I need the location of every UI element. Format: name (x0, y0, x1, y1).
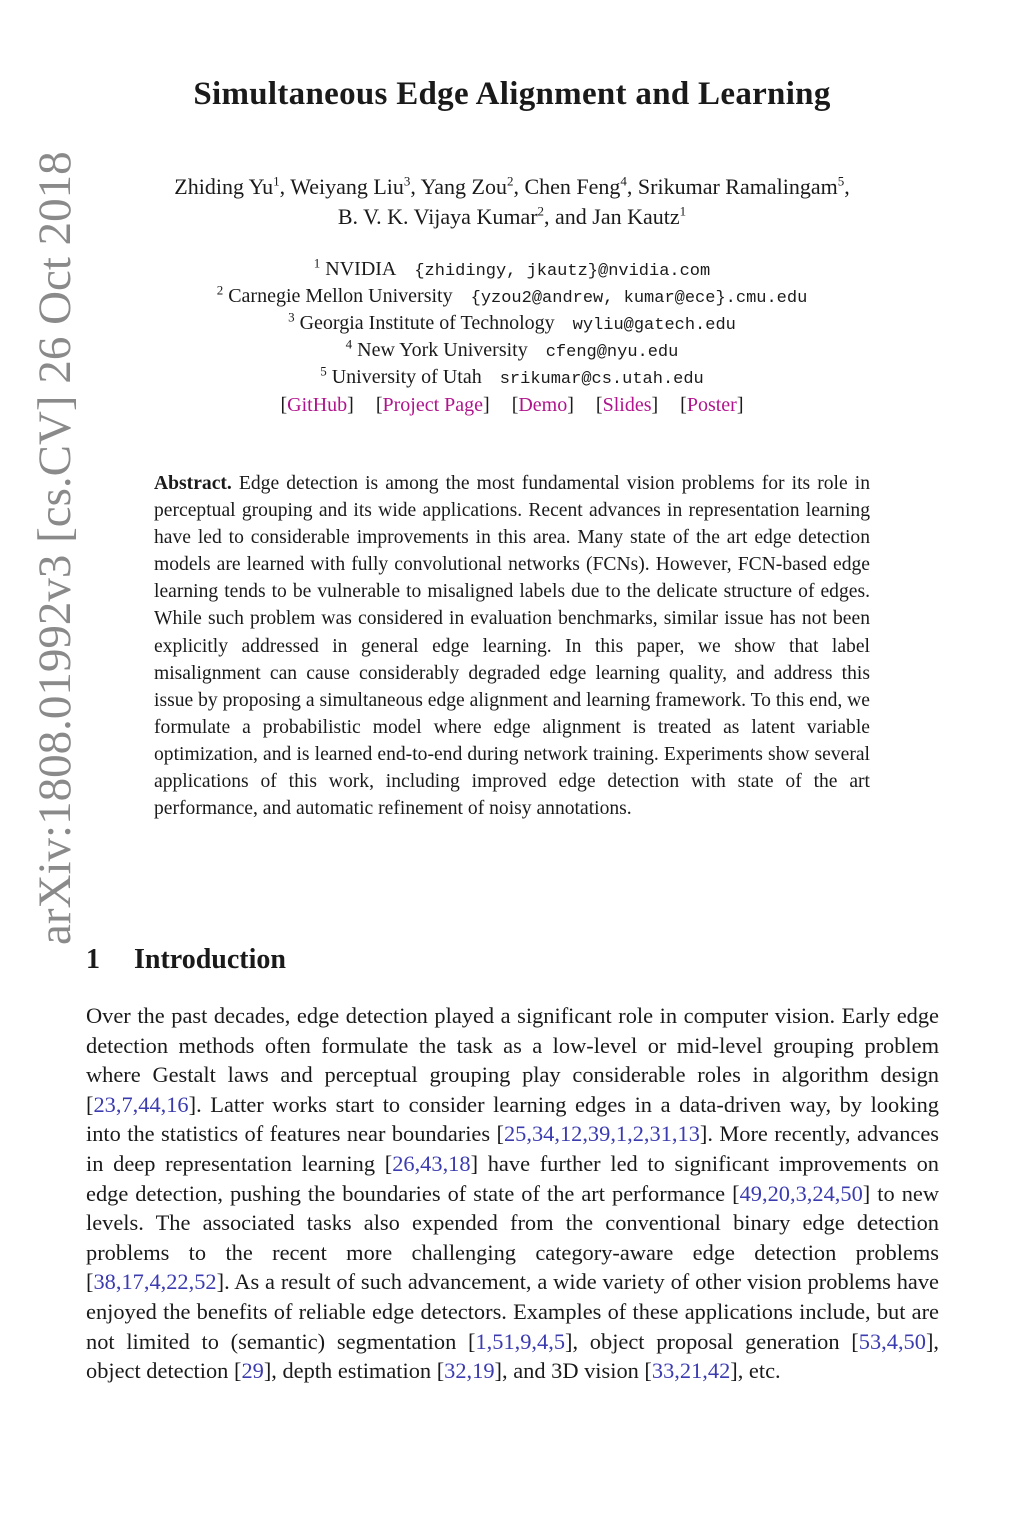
intro-text: Over the past decades, edge detection played a significant role in computer vision. Early edge detection methods often formulate the task as a low-level or mid-level grouping problem where Gestalt laws and perceptual grouping play considerable roles in algorithm design [ (86, 1003, 939, 1117)
intro-text: ] have further led to significant improvements on edge detection, pushing the boundaries of state of the art performance [ (86, 1150, 939, 1206)
citation-link[interactable]: 33,21,42 (651, 1358, 731, 1384)
affiliation-5: $^5$ University of Utah srikumar@cs.utah.edu (320, 363, 704, 389)
project-page-link[interactable]: Project Page (382, 394, 484, 416)
citation-link[interactable]: 1,51,9,4,5 (475, 1328, 566, 1354)
affiliations (60, 256, 964, 419)
section-title: Introduction (134, 944, 286, 975)
author-list (60, 172, 964, 232)
citation-link[interactable]: 53,4,50 (858, 1328, 926, 1354)
affiliation-3: $^3$ Georgia Institute of Technology wyliu@gatech.edu (288, 309, 736, 335)
affiliation-1: $^1$ NVIDIA {zhidingy, jkautz}@nvidia.com (313, 255, 711, 281)
poster-link[interactable]: Poster (686, 394, 737, 416)
citation-link[interactable]: 26,43,18 (392, 1150, 471, 1176)
author: Srikumar Ramalingam$^5$, (637, 173, 850, 199)
author-line-2 (60, 202, 964, 232)
email: cfeng@nyu.edu (545, 343, 679, 362)
abstract-text: Edge detection is among the most fundamental vision problems for its role in perceptual grouping and its wide applications. Recent advances in representation learning have led to considerable improvements in this area. Many state of the art edge detection models are learned with fully convolutional networks (FCNs). However, FCN-based edge learning tends to be vulnerable to misaligned labels due to the delicate structure of edges. While such problem was considered in evaluation benchmarks, similar issue has not been explicitly addressed in general edge learning. In this paper, we show that label misalignment can cause considerably degraded edge learning quality, and address this issue by proposing a simultaneous edge alignment and learning framework. To this end, we formulate a probabilistic model where edge alignment is treated as latent variable optimization, and is learned end-to-end during network training. Experiments show several applications of this work, including improved edge detection with state of the art performance, and automatic refinement of noisy annotations. (154, 473, 871, 820)
paper-title: Simultaneous Edge Alignment and Learning (193, 76, 831, 112)
abstract (154, 470, 870, 822)
citation-link[interactable]: 32,19 (444, 1358, 495, 1384)
github-link[interactable]: GitHub (287, 394, 348, 416)
intro-text: ]. As a result of such advancement, a wide variety of other vision problems have enjoyed the benefits of reliable edge detectors. Examples of these applications include, but are not limited to (semantic) segmentation [ (86, 1269, 939, 1354)
author-line-1 (60, 172, 964, 202)
intro-text: ]. Latter works start to consider learning edges in a data-driven way, by looking into the statistics of features near boundaries [ (86, 1091, 939, 1147)
author: Zhiding Yu$^1$, (174, 173, 291, 199)
citation-link[interactable]: 38,17,4,22,52 (93, 1269, 217, 1295)
email: {yzou2@andrew, kumar@ece}.cmu.edu (470, 289, 808, 308)
section-heading (86, 944, 286, 976)
email: wyliu@gatech.edu (572, 316, 736, 335)
intro-text: ]. More recently, advances in deep representation learning [ (86, 1121, 939, 1176)
intro-text: ], object detection [ (86, 1328, 939, 1384)
section-number: 1 (86, 944, 100, 975)
author: Weiyang Liu$^3$, (290, 173, 421, 199)
arxiv-identifier: arXiv:1808.01992v3 [cs.CV] 26 Oct 2018 (29, 151, 81, 945)
intro-paragraph (86, 1001, 939, 1386)
citation-link[interactable]: 29 (241, 1358, 264, 1384)
resource-links: [GitHub] [Project Page] [Demo] [Slides] [Poster] (280, 394, 744, 416)
email: {zhidingy, jkautz}@nvidia.com (414, 262, 711, 281)
affiliation-2: $^2$ Carnegie Mellon University {yzou2@andrew, kumar@ece}.cmu.edu (216, 282, 808, 308)
author: Chen Feng$^4$, (524, 173, 638, 199)
abstract-label: Abstract. (154, 473, 232, 494)
intro-text: ], etc. (730, 1358, 781, 1384)
intro-text: ], object proposal generation [ (565, 1328, 859, 1354)
intro-text: ], and 3D vision [ (494, 1358, 652, 1384)
citation-link[interactable]: 49,20,3,24,50 (739, 1180, 863, 1206)
affiliation-4: $^4$ New York University cfeng@nyu.edu (345, 336, 679, 362)
author: and Jan Kautz$^1$ (555, 203, 687, 229)
intro-text: ] to new levels. The associated tasks also expended from the conventional binary edge detection problems to the recent more challenging category-aware edge detection problems [ (86, 1180, 939, 1295)
slides-link[interactable]: Slides (602, 394, 652, 416)
author: Yang Zou$^2$, (420, 173, 525, 199)
author: B. V. K. Vijaya Kumar$^2$, (337, 203, 556, 229)
citation-link[interactable]: 25,34,12,39,1,2,31,13 (503, 1121, 700, 1147)
email: srikumar@cs.utah.edu (499, 370, 704, 389)
demo-link[interactable]: Demo (518, 394, 568, 416)
intro-text: ], depth estimation [ (263, 1358, 445, 1384)
citation-link[interactable]: 23,7,44,16 (93, 1091, 189, 1117)
